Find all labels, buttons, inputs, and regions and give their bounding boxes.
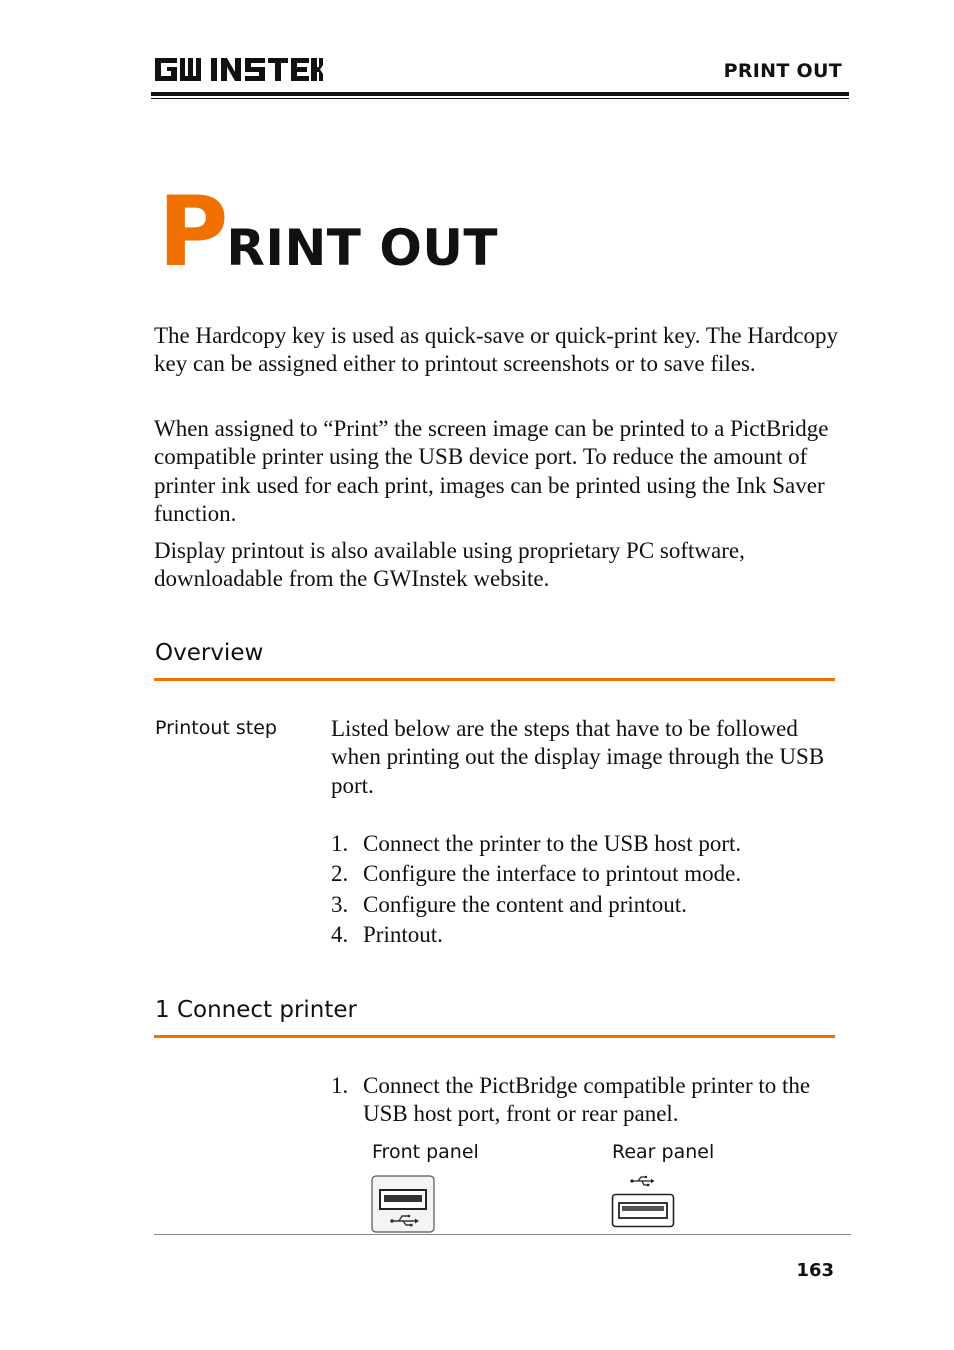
rear-panel-label: Rear panel: [612, 1141, 715, 1163]
section-heading-connect-printer: 1 Connect printer: [155, 997, 358, 1023]
header-rule-thin: [151, 98, 849, 99]
step-text: Configure the interface to printout mode.: [363, 861, 742, 887]
step-text: Configure the content and printout.: [363, 891, 687, 917]
step-number: 1.: [331, 831, 349, 856]
list-item: [331, 830, 741, 860]
brand-logo: [153, 52, 323, 86]
footer-rule: [154, 1234, 851, 1235]
list-item: [331, 860, 741, 890]
step-text: Connect the PictBridge compatible printer to the USB host port, front or rear panel.: [363, 1073, 811, 1127]
usb-port-icon: [611, 1172, 675, 1228]
usb-symbol-icon: [630, 1176, 654, 1186]
overview-description: Listed below are the steps that have to be followed when printing out the display image through the USB port.: [331, 716, 825, 798]
header-rule: [151, 92, 849, 96]
step-text: Printout.: [363, 921, 443, 947]
section-rule: [154, 1035, 835, 1038]
step-number: 4.: [331, 921, 349, 947]
section-rule: [154, 678, 835, 681]
front-panel-label: Front panel: [372, 1141, 479, 1163]
list-item: [331, 891, 741, 921]
page-number: 163: [796, 1260, 834, 1281]
intro-paragraph: The Hardcopy key is used as quick-save or quick-print key. The Hardcopy key can be assigned either to printout screenshots or to save files.: [154, 323, 839, 377]
section-heading-overview: Overview: [155, 640, 264, 666]
intro-paragraph: Display printout is also available using proprietary PC software, downloadable from the GWInstek website.: [154, 538, 745, 592]
chapter-title-initial: P: [158, 176, 227, 288]
step-text: Connect the printer to the USB host port.: [363, 831, 742, 856]
usb-port-icon: [371, 1175, 435, 1233]
intro-paragraph: When assigned to “Print” the screen image can be printed to a PictBridge compatible printer using the USB device port. To reduce the amount of printer ink used for each print, images can be printed using the Ink Saver function.: [154, 416, 829, 526]
chapter-title-rest: RINT OUT: [226, 219, 499, 277]
running-title: PRINT OUT: [723, 60, 842, 82]
step-number: 2.: [331, 861, 349, 887]
step-number: 1.: [331, 1073, 349, 1098]
chapter-title: [158, 176, 499, 288]
step-number: 3.: [331, 891, 349, 917]
side-label-printout-step: Printout step: [155, 717, 277, 739]
list-item: [331, 921, 741, 951]
printout-steps-list: [331, 830, 741, 951]
